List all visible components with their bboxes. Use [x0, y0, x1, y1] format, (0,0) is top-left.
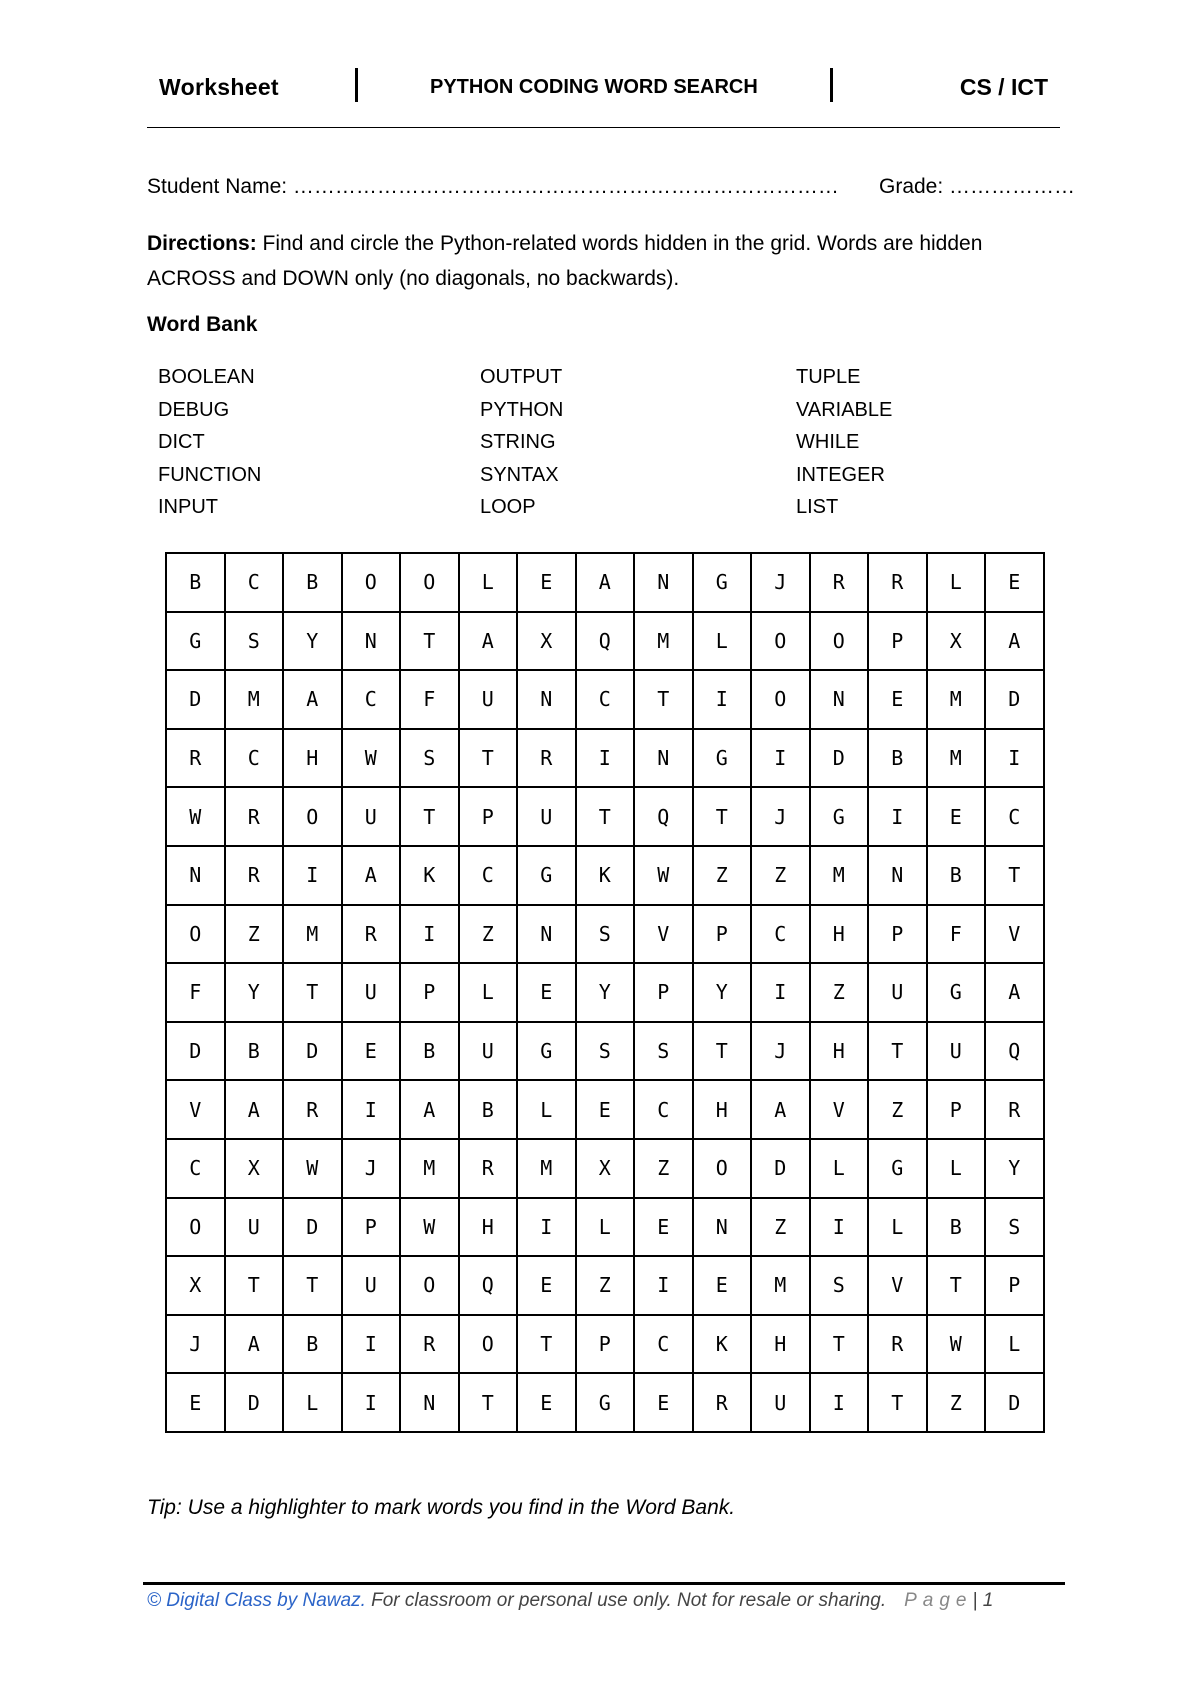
grid-cell[interactable]: C [751, 905, 810, 964]
grid-cell[interactable]: A [342, 846, 401, 905]
grid-cell[interactable]: R [985, 1080, 1044, 1139]
grid-cell[interactable]: C [225, 553, 284, 612]
grid-row [166, 905, 1044, 964]
grid-cell[interactable]: R [868, 553, 927, 612]
word-search-grid [165, 552, 1045, 1433]
grid-cell[interactable]: R [517, 729, 576, 788]
grid-cell[interactable]: L [927, 553, 986, 612]
grid-cell[interactable]: Y [283, 612, 342, 671]
grid-row [166, 1373, 1044, 1432]
grid-cell[interactable]: T [400, 787, 459, 846]
header-rule [147, 127, 1060, 128]
grid-cell[interactable]: W [166, 787, 225, 846]
grid-cell[interactable]: T [576, 787, 635, 846]
grid-row [166, 670, 1044, 729]
grid-cell[interactable]: N [517, 905, 576, 964]
grid-cell[interactable]: T [868, 1022, 927, 1081]
grid-cell[interactable]: Q [459, 1256, 518, 1315]
footer-page-number: 1 [982, 1590, 994, 1611]
grid-cell[interactable]: D [751, 1139, 810, 1198]
grid-cell[interactable]: T [517, 1315, 576, 1374]
word-bank-item: VARIABLE [796, 398, 893, 421]
grid-cell[interactable]: V [868, 1256, 927, 1315]
directions-text: Find and circle the Python-related words hidden in the grid. Words are hidden ACROSS and DOWN only (no diagonals, no backwards). [147, 232, 983, 290]
word-bank-item: DEBUG [158, 398, 230, 421]
grid-cell[interactable]: M [225, 670, 284, 729]
word-bank-item: DICT [158, 431, 205, 453]
grid-cell[interactable]: C [634, 1080, 693, 1139]
grid-cell[interactable]: A [225, 1080, 284, 1139]
grid-cell[interactable]: N [400, 1373, 459, 1432]
header-subject: CS / ICT [959, 74, 1048, 100]
grid-cell[interactable]: Y [693, 963, 752, 1022]
grid-cell[interactable]: U [342, 787, 401, 846]
word-bank-item: INPUT [158, 496, 218, 518]
grid-cell[interactable]: L [985, 1315, 1044, 1374]
grid-cell[interactable]: O [283, 787, 342, 846]
grid-cell[interactable]: Y [576, 963, 635, 1022]
grid-cell[interactable]: J [342, 1139, 401, 1198]
grid-cell[interactable]: D [985, 1373, 1044, 1432]
footer-page-label: Page [904, 1590, 973, 1611]
grid-cell[interactable]: J [166, 1315, 225, 1374]
grid-cell[interactable]: A [985, 963, 1044, 1022]
grid-cell[interactable]: M [927, 670, 986, 729]
grid-cell[interactable]: G [166, 612, 225, 671]
grid-cell[interactable]: E [517, 1256, 576, 1315]
grid-cell[interactable]: B [166, 553, 225, 612]
grid-row [166, 1315, 1044, 1374]
grid-row [166, 1256, 1044, 1315]
grid-cell[interactable]: H [283, 729, 342, 788]
grid-cell[interactable]: V [166, 1080, 225, 1139]
page-header [147, 62, 1060, 122]
grid-cell[interactable]: D [283, 1198, 342, 1257]
word-bank-item: SYNTAX [480, 463, 559, 486]
grid-cell[interactable]: H [459, 1198, 518, 1257]
grid-cell[interactable]: D [166, 1022, 225, 1081]
grid-cell[interactable]: M [517, 1139, 576, 1198]
grid-cell[interactable]: Z [576, 1256, 635, 1315]
word-bank-item: WHILE [796, 431, 860, 453]
grid-cell[interactable]: B [868, 729, 927, 788]
grid-row [166, 1139, 1044, 1198]
grid-cell[interactable]: T [810, 1315, 869, 1374]
grid-cell[interactable]: P [693, 905, 752, 964]
grid-cell[interactable]: C [634, 1315, 693, 1374]
grid-cell[interactable]: G [517, 846, 576, 905]
grid-cell[interactable]: C [166, 1139, 225, 1198]
grid-cell[interactable]: K [400, 846, 459, 905]
word-bank-item: INTEGER [796, 463, 885, 486]
grid-cell[interactable]: T [459, 1373, 518, 1432]
grid-cell[interactable]: F [927, 905, 986, 964]
grid-cell[interactable]: I [634, 1256, 693, 1315]
grid-cell[interactable]: R [225, 787, 284, 846]
grid-cell[interactable]: C [225, 729, 284, 788]
grid-cell[interactable]: D [985, 670, 1044, 729]
grid-cell[interactable]: T [693, 787, 752, 846]
grid-cell[interactable]: L [517, 1080, 576, 1139]
grid-cell[interactable]: V [634, 905, 693, 964]
grid-cell[interactable]: I [400, 905, 459, 964]
grid-row [166, 553, 1044, 612]
word-bank-title: Word Bank [147, 313, 258, 336]
grid-cell[interactable]: A [985, 612, 1044, 671]
grid-cell[interactable]: N [166, 846, 225, 905]
grid-cell[interactable]: H [693, 1080, 752, 1139]
grid-cell[interactable]: L [927, 1139, 986, 1198]
grid-cell[interactable]: O [166, 1198, 225, 1257]
grid-cell[interactable]: N [693, 1198, 752, 1257]
grid-cell[interactable]: I [693, 670, 752, 729]
grid-cell[interactable]: Q [576, 612, 635, 671]
grid-cell[interactable]: Z [634, 1139, 693, 1198]
grid-cell[interactable]: W [634, 846, 693, 905]
grid-cell[interactable]: G [810, 787, 869, 846]
grid-cell[interactable]: E [927, 787, 986, 846]
grid-cell[interactable]: L [868, 1198, 927, 1257]
grid-cell[interactable]: U [751, 1373, 810, 1432]
grid-cell[interactable]: U [342, 963, 401, 1022]
grid-cell[interactable]: O [342, 553, 401, 612]
grid-cell[interactable]: Z [927, 1373, 986, 1432]
grid-cell[interactable]: I [283, 846, 342, 905]
grid-cell[interactable]: J [751, 787, 810, 846]
grid-cell[interactable]: E [576, 1080, 635, 1139]
word-bank-column [158, 361, 261, 524]
grid-cell[interactable]: O [810, 612, 869, 671]
grid-cell[interactable]: D [225, 1373, 284, 1432]
grid-cell[interactable]: T [459, 729, 518, 788]
grid-cell[interactable]: B [400, 1022, 459, 1081]
header-worksheet-label: Worksheet [159, 74, 279, 100]
grid-cell[interactable]: R [810, 553, 869, 612]
grid-cell[interactable]: E [634, 1198, 693, 1257]
grid-cell[interactable]: X [576, 1139, 635, 1198]
grid-cell[interactable]: H [810, 1022, 869, 1081]
grid-cell[interactable]: I [810, 1198, 869, 1257]
grid-cell[interactable]: P [927, 1080, 986, 1139]
grid-cell[interactable]: J [751, 1022, 810, 1081]
grid-cell[interactable]: T [225, 1256, 284, 1315]
grid-cell[interactable]: T [927, 1256, 986, 1315]
grid-cell[interactable]: T [693, 1022, 752, 1081]
grid-cell[interactable]: R [868, 1315, 927, 1374]
grid-cell[interactable]: T [634, 670, 693, 729]
grid-cell[interactable]: O [693, 1139, 752, 1198]
grid-cell[interactable]: V [810, 1080, 869, 1139]
grid-cell[interactable]: O [459, 1315, 518, 1374]
grid-cell[interactable]: X [166, 1256, 225, 1315]
grid-row [166, 846, 1044, 905]
grid-cell[interactable]: L [693, 612, 752, 671]
grid-cell[interactable]: C [576, 670, 635, 729]
grid-cell[interactable]: T [283, 963, 342, 1022]
grid-cell[interactable]: T [985, 846, 1044, 905]
directions [147, 226, 1047, 296]
grid-cell[interactable]: O [400, 1256, 459, 1315]
footer-rule [143, 1582, 1065, 1585]
grid-cell[interactable]: N [517, 670, 576, 729]
grid-cell[interactable]: H [810, 905, 869, 964]
grid-cell[interactable]: I [751, 729, 810, 788]
grid-cell[interactable]: I [868, 787, 927, 846]
grid-cell[interactable]: A [225, 1315, 284, 1374]
grid-cell[interactable]: F [400, 670, 459, 729]
word-bank-item: PYTHON [480, 398, 564, 421]
grid-cell[interactable]: S [810, 1256, 869, 1315]
grid-cell[interactable]: I [985, 729, 1044, 788]
header-title: PYTHON CODING WORD SEARCH [430, 76, 758, 98]
grid-cell[interactable]: D [166, 670, 225, 729]
grid-cell[interactable]: Y [225, 963, 284, 1022]
grid-cell[interactable]: T [400, 612, 459, 671]
grid-cell[interactable]: U [927, 1022, 986, 1081]
word-bank-item: BOOLEAN [158, 366, 255, 388]
grid-cell[interactable]: Z [225, 905, 284, 964]
footer-usage: For classroom or personal use only. Not for resale or sharing. [365, 1590, 887, 1611]
grid-cell[interactable]: P [868, 905, 927, 964]
grid-cell[interactable]: P [634, 963, 693, 1022]
grid-cell[interactable]: Z [810, 963, 869, 1022]
grid-cell[interactable]: I [576, 729, 635, 788]
grid-cell[interactable]: A [751, 1080, 810, 1139]
grid-cell[interactable]: Z [459, 905, 518, 964]
grid-cell[interactable]: W [927, 1315, 986, 1374]
grid-cell[interactable]: H [751, 1315, 810, 1374]
grid-cell[interactable]: T [868, 1373, 927, 1432]
grid-cell[interactable]: R [283, 1080, 342, 1139]
grid-cell[interactable]: W [283, 1139, 342, 1198]
grid-cell[interactable]: L [459, 553, 518, 612]
grid-cell[interactable]: O [751, 670, 810, 729]
grid-cell[interactable]: B [283, 553, 342, 612]
word-bank-column [480, 361, 563, 524]
grid-cell[interactable]: Z [751, 846, 810, 905]
grid-cell[interactable]: C [342, 670, 401, 729]
grid-cell[interactable]: N [634, 553, 693, 612]
grid-cell[interactable]: U [225, 1198, 284, 1257]
grid-cell[interactable]: J [751, 553, 810, 612]
grid-cell[interactable]: I [342, 1080, 401, 1139]
grid-cell[interactable]: K [576, 846, 635, 905]
grid-cell[interactable]: E [166, 1373, 225, 1432]
grid-cell[interactable]: R [400, 1315, 459, 1374]
grid-cell[interactable]: Q [985, 1022, 1044, 1081]
grid-cell[interactable]: F [166, 963, 225, 1022]
footer-page-separator: | [972, 1590, 978, 1611]
grid-cell[interactable]: A [283, 670, 342, 729]
grid-cell[interactable]: W [400, 1198, 459, 1257]
grid-cell[interactable]: M [927, 729, 986, 788]
grid-cell[interactable]: S [634, 1022, 693, 1081]
grid-cell[interactable]: A [459, 612, 518, 671]
grid-cell[interactable]: P [868, 612, 927, 671]
grid-cell[interactable]: M [400, 1139, 459, 1198]
grid-cell[interactable]: U [459, 670, 518, 729]
grid-row [166, 612, 1044, 671]
header-divider [355, 68, 358, 102]
grid-cell[interactable]: X [517, 612, 576, 671]
grid-cell[interactable]: I [810, 1373, 869, 1432]
grid-cell[interactable]: P [459, 787, 518, 846]
grid-cell[interactable]: E [634, 1373, 693, 1432]
word-bank-item: LIST [796, 496, 839, 518]
grid-cell[interactable]: R [225, 846, 284, 905]
grid-cell[interactable]: S [400, 729, 459, 788]
grid-cell[interactable]: L [810, 1139, 869, 1198]
grid-row [166, 787, 1044, 846]
grid-cell[interactable]: I [517, 1198, 576, 1257]
grid-cell[interactable]: B [283, 1315, 342, 1374]
grid-cell[interactable]: I [342, 1373, 401, 1432]
grid-cell[interactable]: I [342, 1315, 401, 1374]
grid-cell[interactable]: S [985, 1198, 1044, 1257]
grid-cell[interactable]: Z [868, 1080, 927, 1139]
grid-cell[interactable]: G [868, 1139, 927, 1198]
grid-row [166, 1198, 1044, 1257]
directions-label: Directions: [147, 232, 257, 255]
grid-cell[interactable]: M [810, 846, 869, 905]
grid-cell[interactable]: T [283, 1256, 342, 1315]
grid-cell[interactable]: A [576, 553, 635, 612]
grid-cell[interactable]: E [342, 1022, 401, 1081]
grid-cell[interactable]: V [985, 905, 1044, 964]
grid-cell[interactable]: I [751, 963, 810, 1022]
grid-cell[interactable]: G [576, 1373, 635, 1432]
grid-cell[interactable]: U [459, 1022, 518, 1081]
grid-cell[interactable]: C [985, 787, 1044, 846]
grid-cell[interactable]: E [517, 1373, 576, 1432]
grade-line: Grade: ……………… [879, 175, 1076, 198]
grid-cell[interactable]: N [342, 612, 401, 671]
grid-cell[interactable]: P [985, 1256, 1044, 1315]
grid-cell[interactable]: M [283, 905, 342, 964]
grid-cell[interactable]: Q [634, 787, 693, 846]
grid-cell[interactable]: Z [751, 1198, 810, 1257]
grid-cell[interactable]: W [342, 729, 401, 788]
grid-cell[interactable]: A [400, 1080, 459, 1139]
grid-cell[interactable]: E [517, 963, 576, 1022]
grid-cell[interactable]: E [693, 1256, 752, 1315]
grid-cell[interactable]: B [459, 1080, 518, 1139]
grid-cell[interactable]: L [283, 1373, 342, 1432]
grid-row [166, 963, 1044, 1022]
grid-cell[interactable]: X [927, 612, 986, 671]
grid-cell[interactable]: M [634, 612, 693, 671]
grid-cell[interactable]: P [576, 1315, 635, 1374]
grid-cell[interactable]: E [868, 670, 927, 729]
word-bank [158, 361, 1038, 531]
grid-row [166, 729, 1044, 788]
grid-cell[interactable]: N [868, 846, 927, 905]
grid-cell[interactable]: N [634, 729, 693, 788]
grid-cell[interactable]: R [459, 1139, 518, 1198]
word-bank-item: STRING [480, 431, 556, 453]
grid-cell[interactable]: R [342, 905, 401, 964]
grid-row [166, 1080, 1044, 1139]
grid-cell[interactable]: M [751, 1256, 810, 1315]
word-bank-item: OUTPUT [480, 366, 563, 388]
tip-text: Tip: Use a highlighter to mark words you find in the Word Bank. [147, 1496, 736, 1519]
grid-cell[interactable]: P [400, 963, 459, 1022]
page-footer [147, 1590, 993, 1612]
grid-cell[interactable]: E [985, 553, 1044, 612]
grid-cell[interactable]: X [225, 1139, 284, 1198]
grid-cell[interactable]: B [927, 846, 986, 905]
grid-cell[interactable]: O [166, 905, 225, 964]
student-name-line: Student Name: …………………………………………………………………… [147, 175, 839, 198]
grid-cell[interactable]: O [400, 553, 459, 612]
word-bank-item: LOOP [480, 496, 536, 518]
grid-cell[interactable]: Y [985, 1139, 1044, 1198]
header-divider [830, 68, 833, 102]
grid-cell[interactable]: G [517, 1022, 576, 1081]
grid-cell[interactable]: D [810, 729, 869, 788]
grid-cell[interactable]: B [927, 1198, 986, 1257]
grid-cell[interactable]: S [576, 905, 635, 964]
grid-cell[interactable]: S [576, 1022, 635, 1081]
grid-cell[interactable]: G [693, 729, 752, 788]
grid-cell[interactable]: L [576, 1198, 635, 1257]
grid-cell[interactable]: U [342, 1256, 401, 1315]
grid-cell[interactable]: G [693, 553, 752, 612]
grid-cell[interactable]: R [693, 1373, 752, 1432]
footer-brand: © Digital Class by Nawaz. [147, 1590, 366, 1611]
grid-cell[interactable]: K [693, 1315, 752, 1374]
grid-cell[interactable]: C [459, 846, 518, 905]
grid-cell[interactable]: Z [693, 846, 752, 905]
grid-cell[interactable]: G [927, 963, 986, 1022]
grid-cell[interactable]: O [751, 612, 810, 671]
grid-cell[interactable]: E [517, 553, 576, 612]
grid-cell[interactable]: L [459, 963, 518, 1022]
grid-row [166, 1022, 1044, 1081]
grid-cell[interactable]: U [868, 963, 927, 1022]
grid-cell[interactable]: U [517, 787, 576, 846]
grid-cell[interactable]: P [342, 1198, 401, 1257]
word-bank-item: FUNCTION [158, 463, 262, 486]
word-bank-column [796, 361, 892, 524]
word-bank-item: TUPLE [796, 366, 861, 388]
grid-cell[interactable]: B [225, 1022, 284, 1081]
grid-cell[interactable]: S [225, 612, 284, 671]
grid-cell[interactable]: R [166, 729, 225, 788]
grid-cell[interactable]: N [810, 670, 869, 729]
grid-cell[interactable]: D [283, 1022, 342, 1081]
